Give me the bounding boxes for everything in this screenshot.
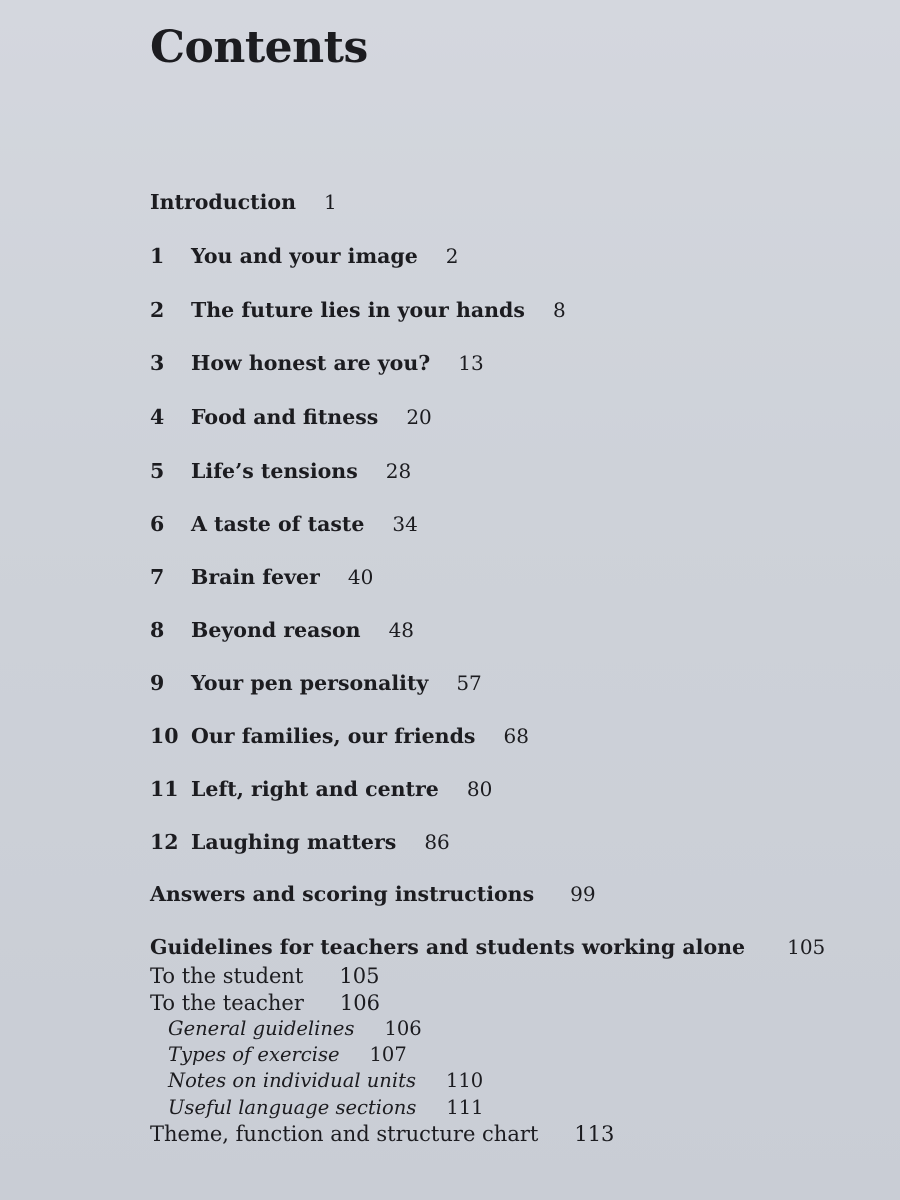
toc-entry-answers — [150, 882, 596, 912]
entry-label: Useful language sections — [168, 1096, 417, 1119]
entry-label: Life’s tensions — [191, 459, 358, 483]
toc-entry-unit — [150, 405, 432, 435]
unit-number: 12 — [150, 830, 179, 854]
entry-page: 110 — [445, 1069, 484, 1092]
unit-number: 7 — [150, 565, 165, 589]
entry-label: You and your image — [191, 244, 418, 268]
entry-page: 68 — [503, 724, 529, 748]
unit-number: 3 — [150, 351, 165, 375]
unit-number: 2 — [150, 298, 165, 322]
entry-label: Types of exercise — [168, 1043, 340, 1066]
entry-page: 106 — [339, 991, 380, 1015]
unit-number: 9 — [150, 671, 165, 695]
entry-label: To the teacher — [150, 991, 304, 1015]
toc-final-entry — [150, 1122, 614, 1152]
entry-page: 111 — [446, 1096, 484, 1119]
entry-page: 48 — [388, 618, 415, 642]
entry-label: Introduction — [150, 190, 296, 214]
entry-page: 40 — [347, 565, 374, 589]
entry-label: The future lies in your hands — [191, 298, 525, 322]
entry-label: Left, right and centre — [191, 777, 439, 801]
toc-sub-entry — [150, 964, 379, 994]
toc-entry-unit — [150, 459, 411, 489]
unit-number: 6 — [150, 512, 165, 536]
entry-label: Theme, function and structure chart — [150, 1122, 539, 1146]
toc-entry-unit — [150, 671, 482, 701]
entry-label: Your pen personality — [191, 671, 429, 695]
entry-page: 86 — [424, 830, 450, 854]
toc-entry-unit — [150, 565, 373, 595]
toc-entry-unit — [150, 298, 566, 328]
toc-entry-unit — [150, 777, 492, 807]
entry-label: Answers and scoring instructions — [150, 882, 535, 906]
entry-page: 113 — [574, 1122, 615, 1146]
entry-page: 105 — [787, 935, 826, 959]
toc-entry-unit — [150, 512, 418, 542]
entry-page: 28 — [385, 459, 412, 483]
entry-page: 34 — [392, 512, 418, 536]
entry-page: 99 — [570, 882, 596, 906]
entry-page: 107 — [369, 1043, 407, 1066]
entry-page: 57 — [456, 671, 482, 695]
unit-number: 5 — [150, 459, 165, 483]
entry-label: Beyond reason — [191, 618, 361, 642]
entry-label: Notes on individual units — [168, 1069, 416, 1092]
entry-label: Our families, our friends — [191, 724, 476, 748]
entry-label: Food and fitness — [191, 405, 379, 429]
entry-page: 2 — [445, 244, 459, 268]
entry-page: 13 — [458, 351, 484, 375]
unit-number: 4 — [150, 405, 165, 429]
toc-entry-unit — [150, 724, 529, 754]
toc-entry-unit — [150, 351, 484, 381]
page-title: Contents — [150, 22, 368, 73]
entry-page: 1 — [324, 190, 337, 214]
toc-entry-unit — [150, 244, 459, 274]
entry-label: A taste of taste — [191, 512, 365, 536]
toc-entry-guidelines — [150, 935, 825, 965]
entry-label: General guidelines — [168, 1017, 355, 1040]
unit-number: 11 — [150, 777, 179, 801]
entry-page: 20 — [406, 405, 432, 429]
entry-label: Brain fever — [191, 565, 320, 589]
toc-entry-unit — [150, 830, 450, 860]
entry-label: To the student — [150, 964, 304, 988]
unit-number: 10 — [150, 724, 179, 748]
entry-page: 106 — [384, 1017, 422, 1040]
unit-number: 1 — [150, 244, 165, 268]
entry-label: How honest are you? — [191, 351, 431, 375]
entry-page: 105 — [339, 964, 380, 988]
entry-label: Laughing matters — [191, 830, 397, 854]
toc-sub-sub-entry — [168, 1069, 483, 1099]
entry-page: 80 — [466, 777, 493, 801]
toc-entry-introduction — [150, 190, 337, 220]
entry-page: 8 — [552, 298, 566, 322]
entry-label: Guidelines for teachers and students working alone — [150, 935, 746, 959]
unit-number: 8 — [150, 618, 165, 642]
toc-entry-unit — [150, 618, 414, 648]
